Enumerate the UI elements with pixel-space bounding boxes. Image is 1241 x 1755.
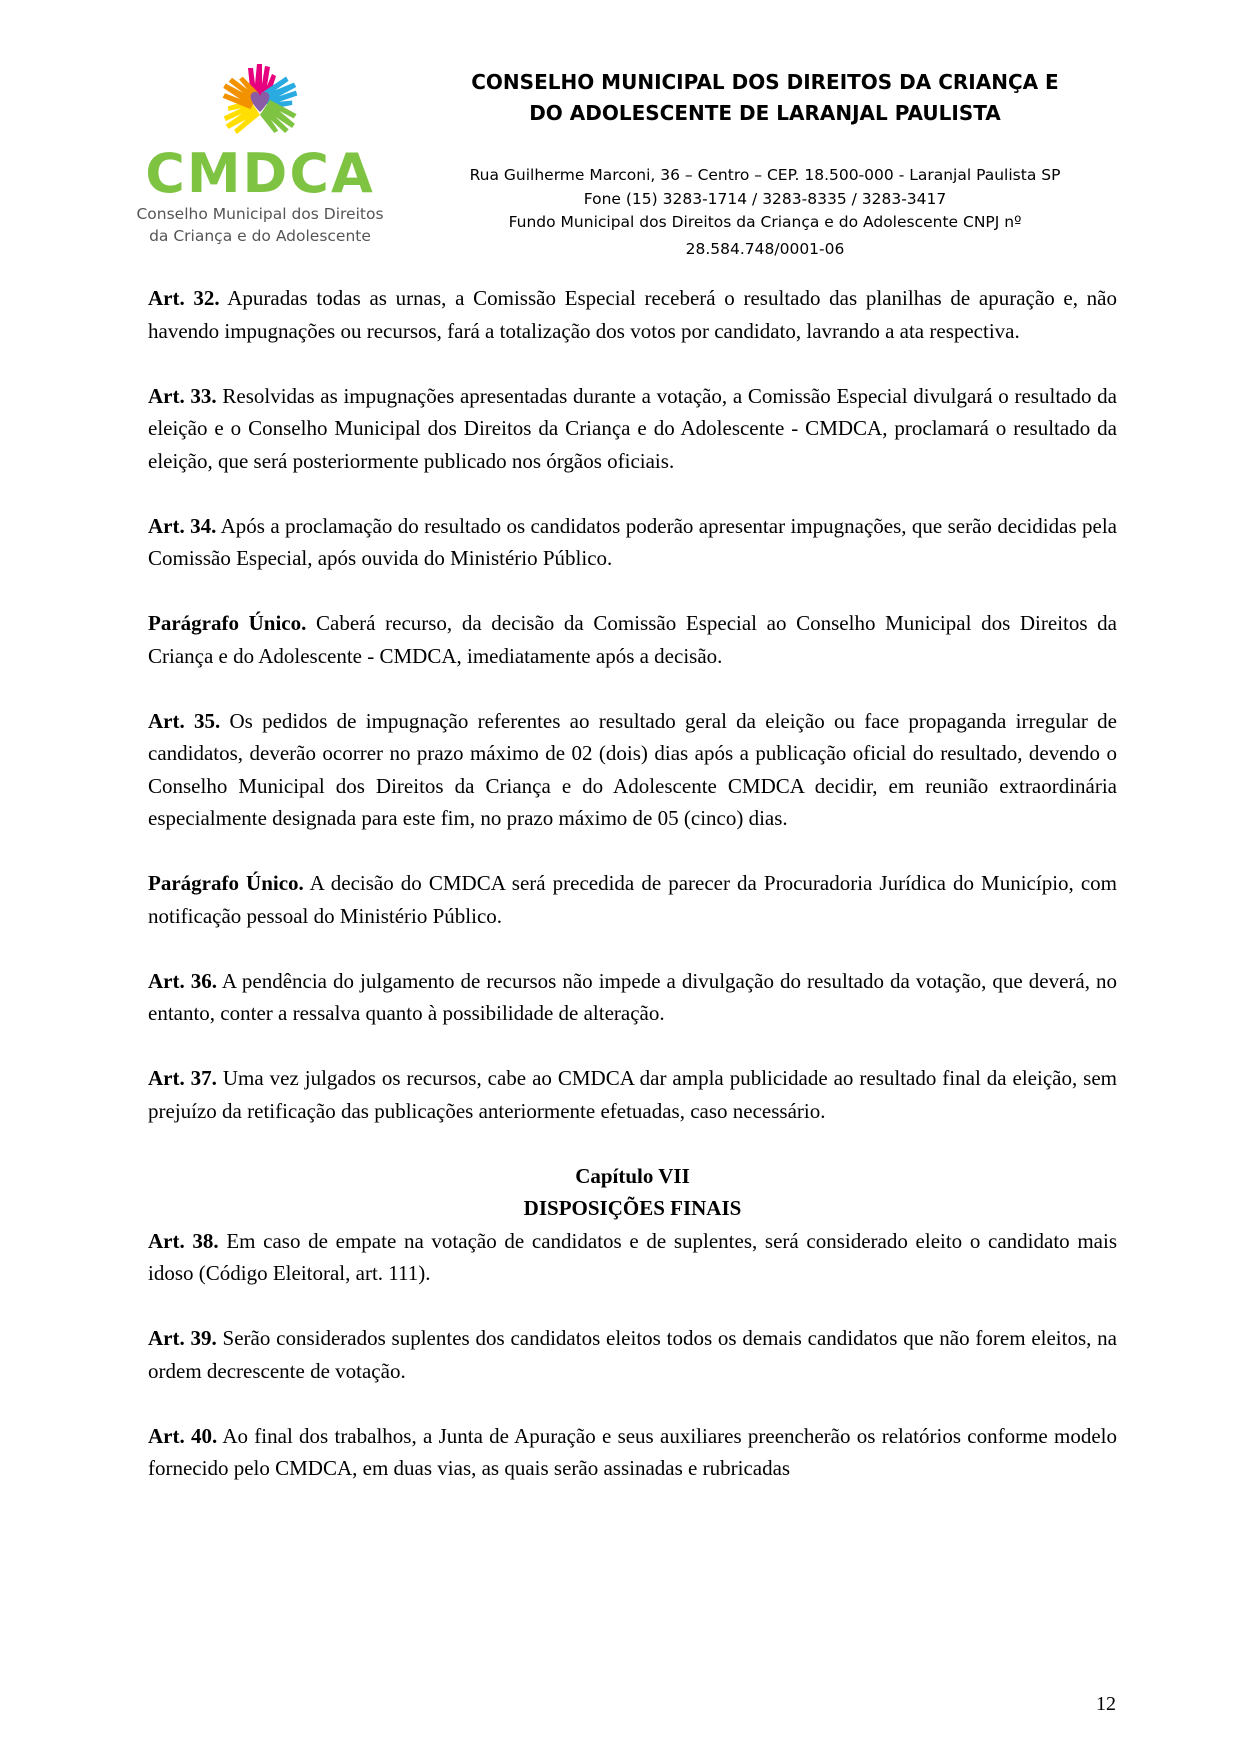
- article-paragraph: [148, 607, 1117, 672]
- article-paragraph: [148, 1062, 1117, 1127]
- article-text: Após a proclamação do resultado os candidatos poderão apresentar impugnações, que serão decididas pela Comissão Especial, após ouvida do Ministério Público.: [148, 513, 1117, 570]
- chapter-number: Capítulo VII: [575, 1163, 690, 1188]
- article-paragraph: [148, 282, 1117, 347]
- hands-emblem-icon: [130, 62, 390, 152]
- article-paragraph: [148, 1322, 1117, 1387]
- logo-subtitle-line1: Conselho Municipal dos Direitos: [136, 205, 384, 223]
- article-text: A decisão do CMDCA será precedida de parecer da Procuradoria Jurídica do Município, com notificação pessoal do Ministério Público.: [148, 871, 1117, 928]
- article-label: Art. 35.: [148, 708, 221, 733]
- header-title-line1: CONSELHO MUNICIPAL DOS DIREITOS DA CRIANÇA E: [471, 70, 1059, 94]
- article-paragraph: [148, 1225, 1117, 1290]
- article-label: Art. 33.: [148, 383, 217, 408]
- article-paragraph: [148, 965, 1117, 1030]
- article-label: Art. 32.: [148, 286, 220, 310]
- article-label: Art. 36.: [148, 968, 217, 993]
- article-paragraph: [148, 380, 1117, 478]
- article-text: A pendência do julgamento de recursos não impede a divulgação do resultado da votação, que deverá, no entanto, conter a ressalva quanto à possibilidade de alteração.: [148, 968, 1117, 1025]
- article-label: Art. 39.: [148, 1326, 217, 1350]
- header-fund: Fundo Municipal dos Direitos da Criança e do Adolescente CNPJ nº: [508, 213, 1022, 231]
- article-text: Em caso de empate na votação de candidatos e de suplentes, será considerado eleito o candidato mais idoso (Código Eleitoral, art. 111).: [148, 1228, 1117, 1285]
- article-label: Art. 38.: [148, 1228, 219, 1253]
- article-label: Art. 34.: [148, 513, 217, 538]
- header-title-line2: DO ADOLESCENTE DE LARANJAL PAULISTA: [529, 101, 1001, 125]
- article-text: Os pedidos de impugnação referentes ao resultado geral da eleição ou face propaganda irregular de candidatos, deverão ocorrer no prazo máximo de 02 (dois) dias após a publicação oficial do resultado, devendo o Conselho Municipal dos Direitos da Criança e do Adolescente CMDCA decidir, em reunião extraordinária especialmente designada para este fim, no prazo máximo de 05 (cinco) dias.: [148, 708, 1117, 830]
- article-label: Art. 40.: [148, 1423, 218, 1448]
- logo-subtitle-line2: da Criança e do Adolescente: [149, 227, 371, 245]
- logo-wordmark: CMDCA: [145, 142, 375, 205]
- page-number: 12: [1096, 1693, 1116, 1715]
- cmdca-logo: [130, 62, 390, 252]
- article-paragraph: [148, 867, 1117, 932]
- article-text: Serão considerados suplentes dos candidatos eleitos todos os demais candidatos que não forem eleitos, na ordem decrescente de votação.: [148, 1326, 1117, 1383]
- article-text: Resolvidas as impugnações apresentadas durante a votação, a Comissão Especial divulgará o resultado da eleição e o Conselho Municipal dos Direitos da Criança e do Adolescente - CMDCA, proclamará o resultado da eleição, que será posteriormente publicado nos órgãos oficiais.: [148, 383, 1117, 473]
- header-cnpj: 28.584.748/0001-06: [685, 240, 845, 258]
- article-paragraph: [148, 1420, 1117, 1485]
- article-paragraph: [148, 705, 1117, 835]
- article-paragraph: [148, 510, 1117, 575]
- header-address: Rua Guilherme Marconi, 36 – Centro – CEP. 18.500-000 - Laranjal Paulista SP: [469, 166, 1061, 184]
- article-text: Uma vez julgados os recursos, cabe ao CMDCA dar ampla publicidade ao resultado final da eleição, sem prejuízo da retificação das publicações anteriormente efetuadas, caso necessário.: [148, 1066, 1117, 1123]
- article-label: Art. 37.: [148, 1066, 217, 1090]
- header-phone: Fone (15) 3283-1714 / 3283-8335 / 3283-3417: [583, 190, 947, 208]
- article-text: Caberá recurso, da decisão da Comissão Especial ao Conselho Municipal dos Direitos da Criança e do Adolescente - CMDCA, imediatamente após a decisão.: [148, 611, 1118, 668]
- chapter-title: DISPOSIÇÕES FINAIS: [523, 1196, 742, 1220]
- document-body: [148, 282, 1117, 1485]
- article-label: Parágrafo Único.: [148, 611, 307, 635]
- article-text: Apuradas todas as urnas, a Comissão Especial receberá o resultado das planilhas de apuração e, não havendo impugnações ou recursos, fará a totalização dos votos por candidato, lavrando a ata respectiva.: [148, 286, 1117, 343]
- article-label: Parágrafo Único.: [148, 871, 304, 895]
- article-text: Ao final dos trabalhos, a Junta de Apuração e seus auxiliares preencherão os relatórios conforme modelo fornecido pelo CMDCA, em duas vias, as quais serão assinadas e rubricadas: [148, 1423, 1117, 1480]
